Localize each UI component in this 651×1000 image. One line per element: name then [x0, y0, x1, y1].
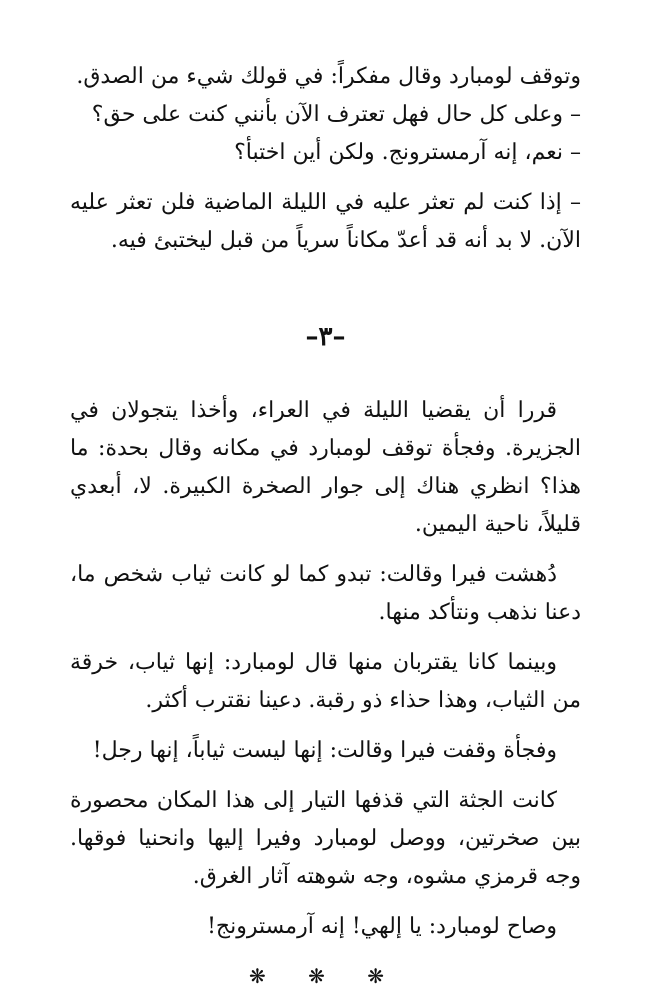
dialogue-line: – وعلى كل حال فهل تعترف الآن بأنني كنت على حق؟: [91, 102, 581, 127]
section-separator: ❋ ❋ ❋: [249, 964, 402, 988]
paragraph: وصاح لومبارد: يا إلهي! إنه آرمسترونج!: [207, 914, 557, 939]
paragraph: دُهشت فيرا وقالت: تبدو كما لو كانت ثياب شخص ما، دعنا نذهب ونتأكد منها.: [70, 562, 581, 625]
paragraph: وبينما كانا يقتربان منها قال لومبارد: إنها ثياب، خرقة من الثياب، وهذا حذاء ذو رقبة. دعينا نقترب أكثر.: [70, 650, 581, 713]
dialogue-line: – نعم، إنه آرمسترونج. ولكن أين اختبأ؟: [234, 140, 581, 165]
paragraph: كانت الجثة التي قذفها التيار إلى هذا المكان محصورة بين صخرتين، ووصل لومبارد وفيرا إليها وانحنيا فوقها. وجه قرمزي مشوه، وجه شوهته آثار الغرق.: [70, 788, 581, 889]
paragraph: وفجأة وقفت فيرا وقالت: إنها ليست ثياباً، إنها رجل!: [92, 738, 557, 763]
paragraph: قررا أن يقضيا الليلة في العراء، وأخذا يتجولان في الجزيرة. وفجأة توقف لومبارد في مكانه وقال بحدة: ما هذا؟ انظري هناك إلى جوار الصخرة الكبيرة. لا، أبعدي قليلاً، ناحية اليمين.: [70, 398, 581, 537]
dialogue-line: – إذا كنت لم تعثر عليه في الليلة الماضية فلن تعثر عليه الآن. لا بد أنه قد أعدّ مكاناً سرياً من قبل ليختبئ فيه.: [70, 190, 581, 253]
paragraph: وتوقف لومبارد وقال مفكراً: في قولك شيء من الصدق.: [76, 64, 581, 89]
section-number: –٣–: [305, 322, 346, 352]
